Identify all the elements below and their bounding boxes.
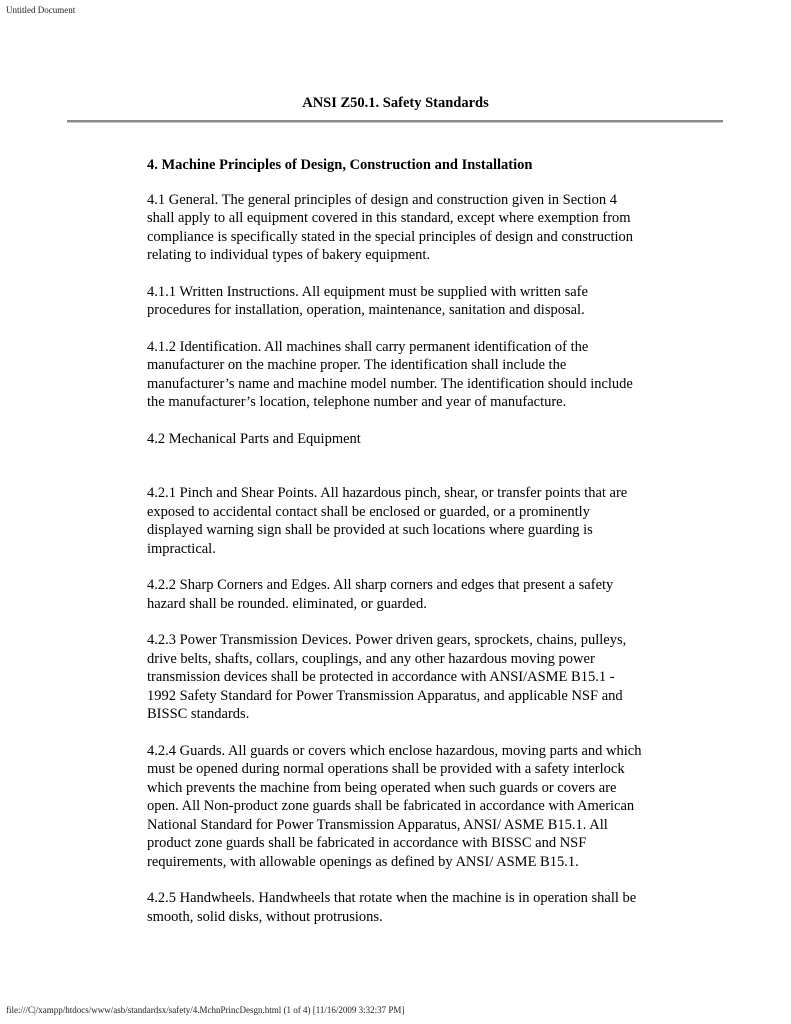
paragraph-4-1: 4.1 General. The general principles of design and construction given in Section 4 shall apply to all equipment covered in this standard, except where exemption from compliance is specifically stated in the special principles of design and construction relating to individual types of bakery equipment. — [147, 191, 634, 263]
paragraph-4-2-2: 4.2.2 Sharp Corners and Edges. All sharp corners and edges that present a safety hazard shall be rounded. eliminated, or guarded. — [147, 577, 614, 612]
paragraph-4-2-3: 4.2.3 Power Transmission Devices. Power driven gears, sprockets, chains, pulleys, drive belts, shafts, collars, couplings, and any other hazardous moving power transmission devices shall be protected in accordance with ANSI/ASME B15.1 - 1992 Safety Standard for Power Transmission Apparatus, and applicable NSF and BISSC standards. — [147, 632, 627, 722]
subsection-heading-4-2: 4.2 Mechanical Parts and Equipment — [147, 430, 361, 447]
browser-page-title: Untitled Document — [6, 5, 76, 15]
paragraph-4-1-1: 4.1.1 Written Instructions. All equipment must be supplied with written safe procedures for installation, operation, maintenance, sanitation and disposal. — [147, 283, 588, 318]
section-heading: 4. Machine Principles of Design, Construction and Installation — [147, 157, 533, 173]
paragraph-4-2-1: 4.2.1 Pinch and Shear Points. All hazardous pinch, shear, or transfer points that are exposed to accidental contact shall be enclosed or guarded, or a prominently displayed warning sign shall be provided at such locations where guarding is impractical. — [147, 485, 628, 557]
document-title: ANSI Z50.1. Safety Standards — [302, 95, 489, 111]
paragraph-4-2-4: 4.2.4 Guards. All guards or covers which enclose hazardous, moving parts and which must be opened during normal operations shall be provided with a safety interlock which prevents the machine from being operated when such guards or covers are open. All Non-product zone guards shall be fabricated in accordance with American National Standard for Power Transmission Apparatus, ANSI/ ASME B15.1. All product zone guards shall be fabricated in accordance with BISSC and NSF requirements, with allowable openings as defined by ANSI/ ASME B15.1. — [147, 742, 642, 870]
title-divider — [67, 120, 723, 123]
paragraph-4-2-5: 4.2.5 Handwheels. Handwheels that rotate when the machine is in operation shall be smooth, solid disks, without protrusions. — [147, 890, 637, 925]
paragraph-4-1-2: 4.1.2 Identification. All machines shall carry permanent identification of the manufacturer on the machine proper. The identification shall include the manufacturer’s name and machine model number. The identification should include the manufacturer’s location, telephone number and year of manufacture. — [147, 338, 633, 410]
document-body — [147, 156, 647, 944]
browser-footer-path: file:///C|/xampp/htdocs/www/asb/standardsx/safety/4.MchnPrincDesgn.html (1 of 4) [11/16/2009 3:32:37 PM] — [6, 1005, 405, 1015]
